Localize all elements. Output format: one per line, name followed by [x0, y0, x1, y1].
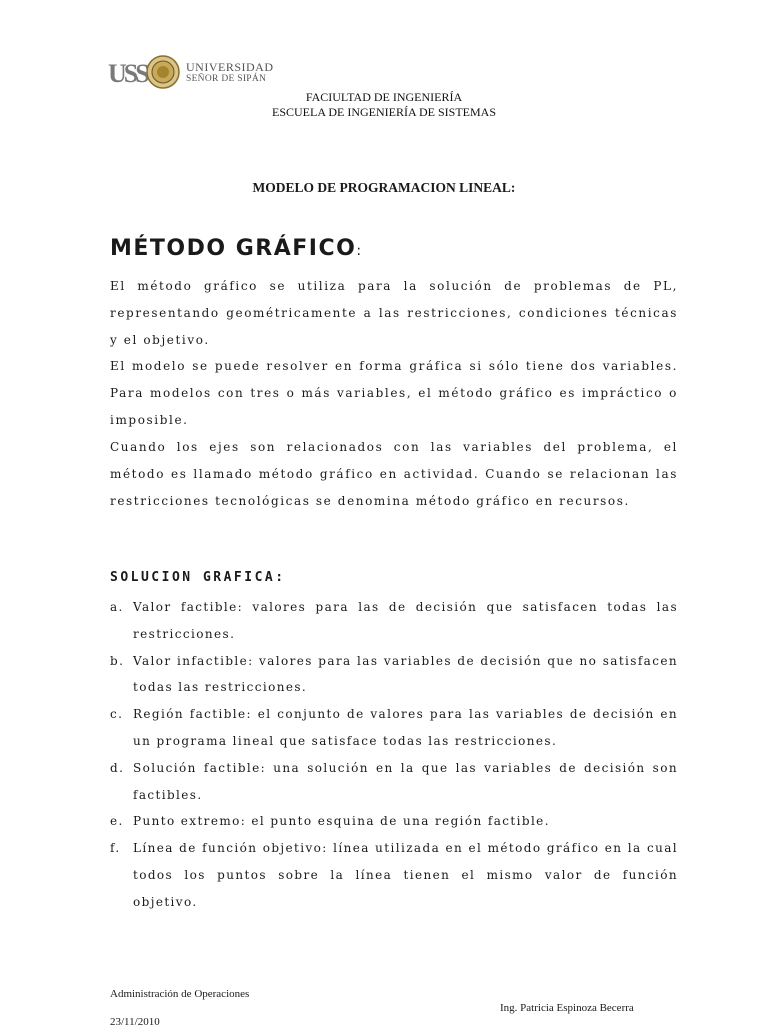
footer-course: Administración de Operaciones	[110, 988, 250, 1000]
faculty-heading: FACIULTAD DE INGENIERÍA	[305, 90, 463, 104]
list-item-text: Solución factible: una solución en la que las variables de decisión son factibles.	[133, 760, 678, 802]
list-item	[110, 835, 678, 915]
university-logo	[108, 55, 273, 93]
solution-heading: SOLUCION GRAFICA:	[110, 570, 286, 585]
list-marker: e.	[110, 814, 124, 829]
university-seal-icon	[146, 55, 180, 89]
list-marker: f.	[110, 841, 121, 856]
method-title-text: MÉTODO GRÁFICO	[110, 236, 357, 261]
school-heading: ESCUELA DE INGENIERÍA DE SISTEMAS	[272, 105, 496, 119]
model-title: MODELO DE PROGRAMACION LINEAL:	[252, 180, 516, 195]
footer-date: 23/11/2010	[110, 1016, 160, 1028]
list-item-text: Región factible: el conjunto de valores para las variables de decisión en un programa lineal que satisface todas las restricciones.	[133, 707, 678, 748]
university-name-line2: SEÑOR DE SIPÁN	[186, 74, 267, 84]
list-item	[110, 701, 678, 755]
paragraph-two-variables: El modelo se puede resolver en forma gráfica si sólo tiene dos variables. Para modelos con tres o más variables, el método gráfico es impráctico o imposible.	[110, 359, 678, 427]
method-title	[110, 236, 363, 261]
paragraph-definition: El método gráfico se utiliza para la solución de problemas de PL, representando geométricamente a las restricciones, condiciones técnicas y el objetivo.	[110, 279, 678, 347]
list-item	[110, 755, 678, 809]
list-item-text: Valor infactible: valores para las variables de decisión que no satisfacen todas las restricciones.	[133, 653, 678, 695]
list-item-text: Línea de función objetivo: línea utilizada en el método gráfico en la cual todos los puntos sobre la línea tienen el mismo valor de función objetivo.	[133, 841, 678, 909]
list-item-text: Punto extremo: el punto esquina de una región factible.	[133, 814, 550, 829]
list-marker: c.	[110, 707, 124, 722]
list-marker: b.	[110, 653, 125, 668]
university-name-line1: UNIVERSIDAD	[186, 60, 274, 74]
method-title-colon: :	[356, 243, 363, 259]
list-item	[110, 808, 678, 835]
definitions-list	[110, 594, 678, 916]
list-item	[110, 648, 678, 702]
footer-author: Ing. Patricia Espinoza Becerra	[500, 1002, 634, 1014]
paragraph-axes: Cuando los ejes son relacionados con las variables del problema, el método es llamado método gráfico en actividad. Cuando se relacionan las restricciones tecnológicas se denomina método gráfico en recursos.	[110, 440, 678, 508]
list-marker: d.	[110, 760, 125, 775]
list-item	[110, 594, 678, 648]
list-marker: a.	[110, 600, 124, 614]
list-item-text: Valor factible: valores para las de decisión que satisfacen todas las restricciones.	[133, 600, 678, 641]
logo-mark: USS	[108, 59, 147, 88]
